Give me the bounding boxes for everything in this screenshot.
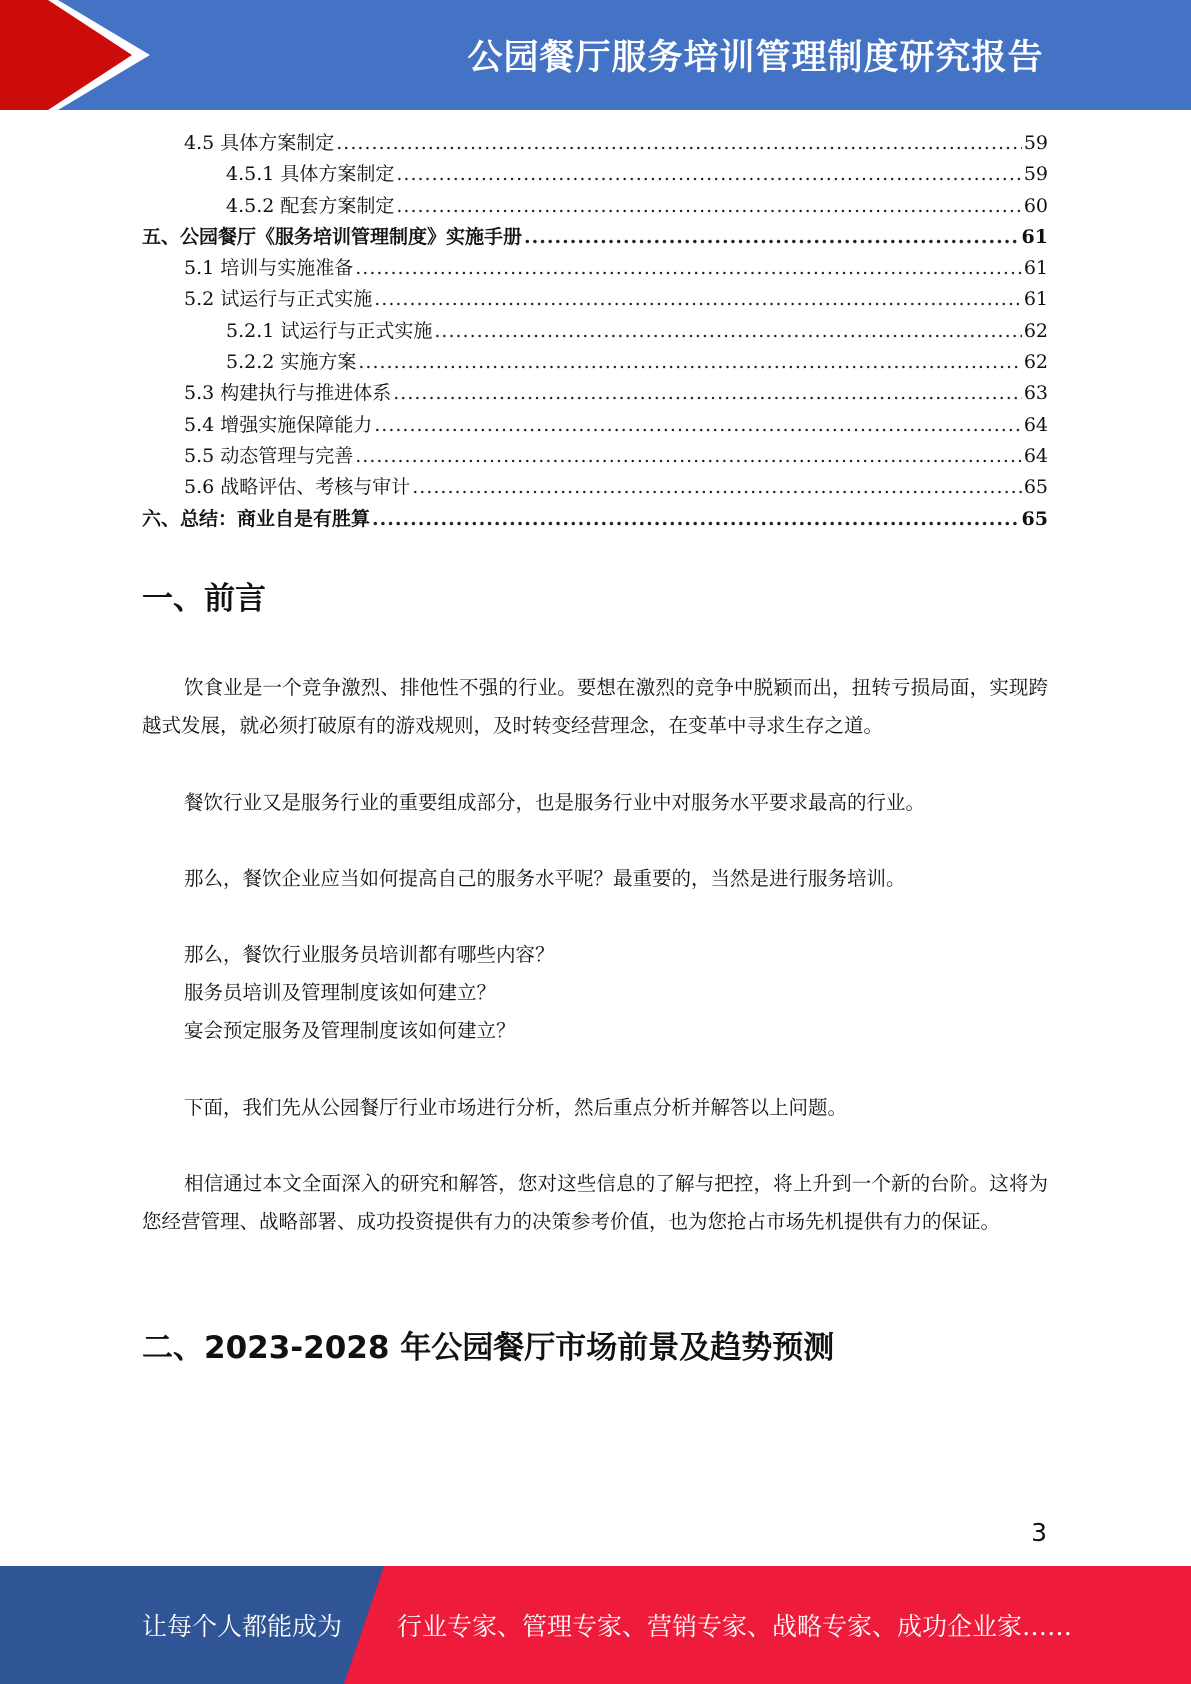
toc-leader-dots	[336, 128, 1022, 159]
toc-entry-label: 4.5.1 具体方案制定	[226, 163, 395, 186]
toc-leader-dots	[374, 410, 1022, 441]
section-heading-preface: 一、前言	[142, 581, 266, 617]
toc-entry[interactable]	[142, 222, 1048, 253]
toc-entry-page: 60	[1023, 194, 1048, 217]
toc-entry-page: 63	[1023, 382, 1048, 405]
toc-entry[interactable]	[142, 504, 1048, 535]
toc-entry-label: 5.4 增强实施保障能力	[184, 413, 373, 436]
toc-leader-dots	[524, 222, 1020, 253]
toc-entry[interactable]	[142, 316, 1048, 347]
toc-leader-dots	[355, 253, 1022, 284]
footer-slogan-left: 让每个人都能成为	[142, 1612, 343, 1641]
toc-entry[interactable]	[142, 472, 1048, 503]
paragraph: 饮食业是一个竞争激烈、排他性不强的行业。要想在激烈的竞争中脱颖而出，扭转亏损局面，实现跨越式发展，就必须打破原有的游戏规则，及时转变经营理念，在变革中寻求生存之道。	[142, 676, 1048, 737]
toc-entry-page: 61	[1023, 257, 1048, 280]
toc-entry[interactable]	[142, 191, 1048, 222]
toc-leader-dots	[412, 472, 1022, 503]
question-line: 宴会预定服务及管理制度该如何建立？	[184, 1019, 516, 1042]
toc-entry[interactable]	[142, 441, 1048, 472]
header-title: 公园餐厅服务培训管理制度研究报告	[467, 38, 1044, 78]
toc-leader-dots	[358, 347, 1021, 378]
toc-entry-label: 5.2 试运行与正式实施	[184, 288, 373, 311]
toc-entry-label: 4.5.2 配套方案制定	[226, 194, 395, 217]
toc-leader-dots	[393, 378, 1022, 409]
toc-entry[interactable]	[142, 253, 1048, 284]
toc-entry-page: 65	[1023, 476, 1048, 499]
toc-entry[interactable]	[142, 378, 1048, 409]
table-of-contents	[142, 128, 1048, 535]
toc-entry-label: 5.5 动态管理与完善	[184, 444, 354, 467]
toc-entry-page: 65	[1021, 507, 1048, 530]
toc-entry-label: 5.1 培训与实施准备	[184, 257, 354, 280]
toc-leader-dots	[396, 191, 1021, 222]
toc-entry[interactable]	[142, 284, 1048, 315]
toc-entry-page: 64	[1023, 413, 1048, 436]
page-header	[0, 0, 1191, 110]
toc-entry[interactable]	[142, 347, 1048, 378]
question-line: 那么，餐饮行业服务员培训都有哪些内容？	[184, 943, 555, 966]
section-heading-forecast: 二、2023-2028 年公园餐厅市场前景及趋势预测	[142, 1330, 835, 1366]
paragraph: 那么，餐饮企业应当如何提高自己的服务水平呢？最重要的，当然是进行服务培训。	[184, 867, 906, 890]
toc-entry-label: 5.6 战略评估、考核与审计	[184, 476, 411, 499]
toc-entry[interactable]	[142, 410, 1048, 441]
toc-entry[interactable]	[142, 159, 1048, 190]
toc-entry-label: 5.3 构建执行与推进体系	[184, 382, 392, 405]
toc-entry-page: 64	[1023, 444, 1048, 467]
paragraph: 下面，我们先从公园餐厅行业市场进行分析，然后重点分析并解答以上问题。	[184, 1096, 848, 1119]
toc-entry-label: 六、总结：商业自是有胜算	[142, 507, 371, 530]
toc-leader-dots	[374, 284, 1022, 315]
toc-entry-label: 五、公园餐厅《服务培训管理制度》实施手册	[142, 225, 523, 248]
toc-entry-label: 5.2.1 试运行与正式实施	[226, 319, 433, 342]
toc-entry-page: 62	[1023, 319, 1048, 342]
toc-leader-dots	[396, 159, 1021, 190]
toc-leader-dots	[372, 504, 1020, 535]
page-number: 3	[1031, 1518, 1047, 1547]
toc-entry-page: 59	[1023, 132, 1048, 154]
toc-entry-page: 62	[1023, 351, 1048, 374]
toc-entry[interactable]	[142, 128, 1048, 159]
toc-entry-page: 61	[1023, 288, 1048, 311]
toc-entry-label: 5.2.2 实施方案	[226, 351, 357, 374]
toc-entry-label: 4.5 具体方案制定	[184, 132, 335, 154]
question-line: 服务员培训及管理制度该如何建立？	[184, 981, 497, 1004]
toc-leader-dots	[355, 441, 1022, 472]
footer-slogan-right: 行业专家、管理专家、营销专家、战略专家、成功企业家……	[397, 1612, 1073, 1641]
paragraph: 餐饮行业又是服务行业的重要组成部分，也是服务行业中对服务水平要求最高的行业。	[184, 791, 926, 814]
page-footer	[0, 1566, 1191, 1684]
toc-entry-page: 59	[1023, 163, 1048, 186]
toc-leader-dots	[434, 316, 1021, 347]
paragraph: 相信通过本文全面深入的研究和解答，您对这些信息的了解与把控，将上升到一个新的台阶。这将为您经营管理、战略部署、成功投资提供有力的决策参考价值，也为您抢占市场先机提供有力的保证。	[142, 1172, 1048, 1233]
toc-entry-page: 61	[1021, 225, 1048, 248]
